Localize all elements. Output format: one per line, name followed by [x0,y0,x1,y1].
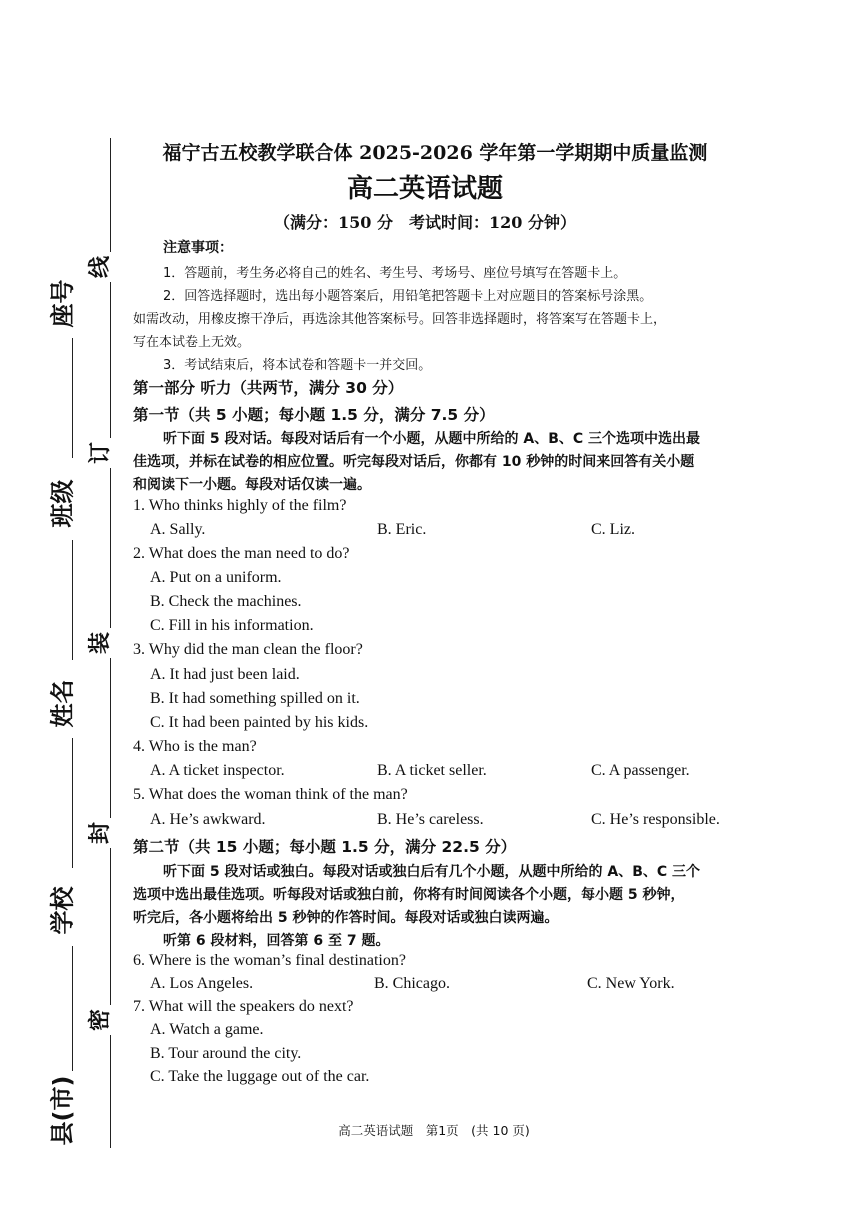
subject-title: 高二英语试题 [346,174,503,204]
question-3-option-a: A. It had just been laid. [150,666,300,683]
question-6-option-b: B. Chicago. [374,975,450,992]
question-3-stem: 3. Why did the man clean the floor? [133,641,363,658]
question-1-stem: 1. Who thinks highly of the film? [133,497,347,514]
question-4-option-a: A. A ticket inspector. [150,762,285,779]
question-6-option-a: A. Los Angeles. [150,975,254,992]
exam-meta: （满分：150 分 考试时间：120 分钟） [274,213,576,232]
section2-title: 第二节（共 15 小题；每小题 1.5 分，满分 22.5 分） [133,838,517,856]
county-label: 县(市) [48,1075,77,1146]
question-3-option-b: B. It had something spilled on it. [150,690,360,707]
section1-instruction-line-1: 听下面 5 段对话。每段对话后有一个小题，从题中所给的 A、B、C 三个选项中选出最 [163,431,701,447]
school-blank [72,946,73,1071]
question-2-option-c: C. Fill in his information. [150,617,314,634]
question-7-stem: 7. What will the speakers do next? [133,998,354,1015]
question-1-option-a: A. Sally. [150,521,206,538]
page-footer: 高二英语试题 第1页 (共 10 页) [338,1123,530,1138]
section2-instruction-line-1: 听下面 5 段对话或独白。每段对话或独白后有几个小题，从题中所给的 A、B、C 三个 [163,864,701,880]
question-5-option-b: B. He’s careless. [377,811,484,828]
notice-heading: 注意事项： [163,240,233,256]
question-7-option-b: B. Tour around the city. [150,1045,302,1062]
question-2-option-b: B. Check the machines. [150,593,302,610]
binding-word-pack: 装 [86,628,116,658]
question-1-option-c: C. Liz. [591,521,635,538]
question-6-option-c: C. New York. [587,975,675,992]
question-6-stem: 6. Where is the woman’s final destination? [133,952,406,969]
name-label: 姓名 [48,679,77,728]
question-7-option-a: A. Watch a game. [150,1021,264,1038]
school-label: 学校 [48,886,77,935]
notice-item-3: 3．考试结束后，将本试卷和答题卡一并交回。 [163,358,432,373]
binding-word-line: 线 [86,252,116,282]
binding-word-bind: 订 [86,438,116,468]
question-5-option-a: A. He’s awkward. [150,811,266,828]
question-4-option-c: C. A passenger. [591,762,690,779]
class-blank [72,540,73,660]
notice-item-1: 1．答题前，考生务必将自己的姓名、考生号、考场号、座位号填写在答题卡上。 [163,266,627,281]
question-2-option-a: A. Put on a uniform. [150,569,282,586]
section1-title: 第一节（共 5 小题；每小题 1.5 分，满分 7.5 分） [133,406,495,424]
seat-number-blank [72,338,73,458]
notice-item-2-line-3: 写在本试卷上无效。 [133,335,251,350]
question-5-stem: 5. What does the woman think of the man? [133,786,408,803]
material-6-heading: 听第 6 段材料，回答第 6 至 7 题。 [163,933,390,949]
question-5-option-c: C. He’s responsible. [591,811,720,828]
exam-title: 福宁古五校教学联合体 2025-2026 学年第一学期期中质量监测 [162,142,708,164]
notice-item-2-line-1: 2．回答选择题时，选出每小题答案后，用铅笔把答题卡上对应题目的答案标号涂黑。 [163,289,653,304]
class-label: 班级 [48,479,77,528]
question-7-option-c: C. Take the luggage out of the car. [150,1068,370,1085]
binding-word-secret: 密 [86,1005,116,1035]
question-4-stem: 4. Who is the man? [133,738,257,755]
question-4-option-b: B. A ticket seller. [377,762,487,779]
section2-instruction-line-2: 选项中选出最佳选项。听每段对话或独白前，你将有时间阅读各个小题，每小题 5 秒钟， [133,887,685,903]
section2-instruction-line-3: 听完后，各小题将给出 5 秒钟的作答时间。每段对话或独白读两遍。 [133,910,559,926]
notice-item-2-line-2: 如需改动，用橡皮擦干净后，再选涂其他答案标号。回答非选择题时，将答案写在答题卡上， [133,312,667,327]
question-1-option-b: B. Eric. [377,521,427,538]
question-2-stem: 2. What does the man need to do? [133,545,350,562]
question-3-option-c: C. It had been painted by his kids. [150,714,369,731]
section1-instruction-line-2: 佳选项，并标在试卷的相应位置。听完每段对话后，你都有 10 秒钟的时间来回答有关小题 [133,454,695,470]
binding-word-seal: 封 [86,818,116,848]
name-blank [72,738,73,868]
seat-number-label: 座号 [48,279,77,328]
section1-instruction-line-3: 和阅读下一小题。每段对话仅读一遍。 [133,477,371,493]
part1-title: 第一部分 听力（共两节，满分 30 分） [133,379,404,397]
